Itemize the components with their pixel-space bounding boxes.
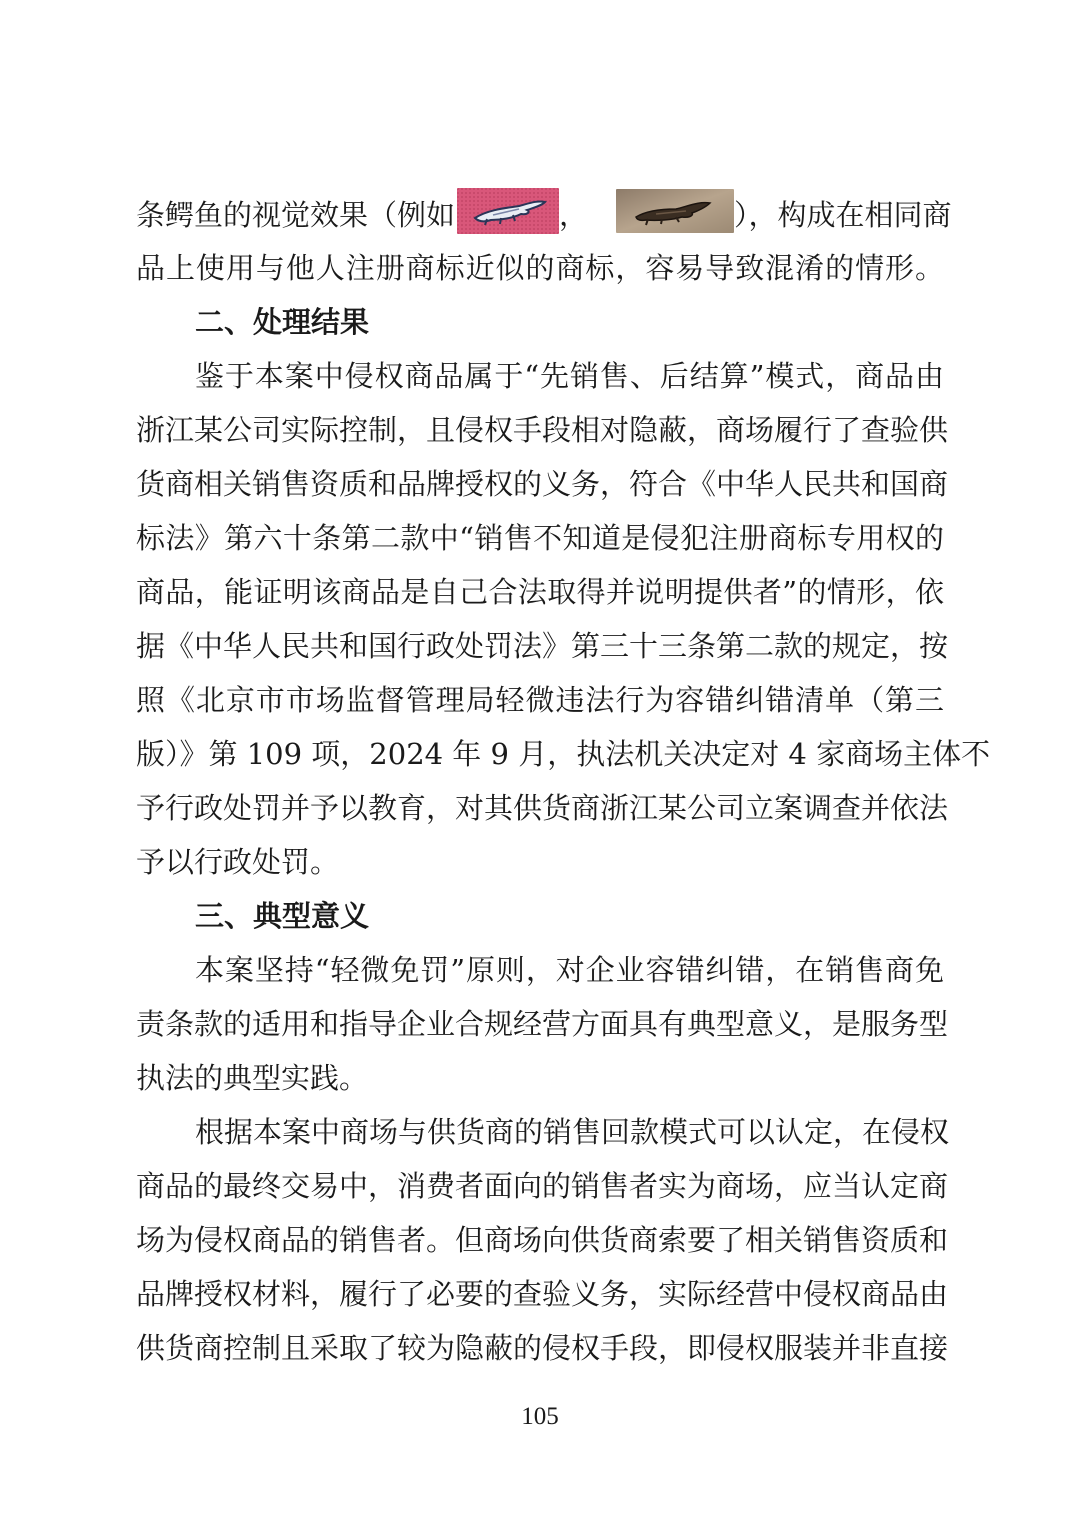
text-line: 浙江某公司实际控制，且侵权手段相对隐蔽，商场履行了查验供	[136, 413, 949, 447]
section-heading: 二、处理结果	[195, 305, 370, 339]
page-number: 105	[521, 1403, 559, 1430]
text-line: 版）》第 109 项，2024 年 9 月，执法机关决定对 4 家商场主体不	[136, 737, 991, 771]
text-line: 商品，能证明该商品是自己合法取得并说明提供者”的情形，依	[136, 575, 944, 609]
crocodile-embroidery-brown-image	[616, 189, 734, 233]
text-line: 本案坚持“轻微免罚”原则，对企业容错纠错，在销售商免	[195, 953, 944, 987]
text-line: 据《中华人民共和国行政处罚法》第三十三条第二款的规定，按	[136, 629, 949, 663]
text-segment: 条鳄鱼的视觉效果（例如	[136, 198, 456, 232]
text-line: 予行政处罚并予以教育，对其供货商浙江某公司立案调查并依法	[136, 791, 949, 825]
text-line: 照《北京市市场监督管理局轻微违法行为容错纠错清单（第三	[136, 683, 944, 717]
text-line: 标法》第六十条第二款中“销售不知道是侵犯注册商标专用权的	[136, 521, 944, 555]
text-line: 责条款的适用和指导企业合规经营方面具有典型意义，是服务型	[136, 1007, 949, 1041]
text-line: 根据本案中商场与供货商的销售回款模式可以认定，在侵权	[195, 1115, 950, 1149]
text-line: 品上使用与他人注册商标近似的商标，容易导致混淆的情形。	[136, 251, 944, 285]
text-segment: ，	[559, 198, 589, 232]
crocodile-embroidery-pink-image	[457, 188, 559, 234]
text-line: 鉴于本案中侵权商品属于“先销售、后结算”模式，商品由	[195, 359, 944, 393]
text-line: 货商相关销售资质和品牌授权的义务，符合《中华人民共和国商	[136, 467, 949, 501]
text-line: 商品的最终交易中，消费者面向的销售者实为商场，应当认定商	[136, 1169, 949, 1203]
section-heading: 三、典型意义	[195, 899, 370, 933]
text-line: 品牌授权材料，履行了必要的查验义务，实际经营中侵权商品由	[136, 1277, 949, 1311]
text-line	[136, 194, 952, 234]
text-line: 执法的典型实践。	[136, 1061, 369, 1095]
text-segment: ），构成在相同商	[734, 198, 952, 232]
text-line: 予以行政处罚。	[136, 845, 340, 879]
text-line: 场为侵权商品的销售者。但商场向供货商索要了相关销售资质和	[136, 1223, 949, 1257]
text-line: 供货商控制且采取了较为隐蔽的侵权手段，即侵权服装并非直接	[136, 1331, 949, 1365]
